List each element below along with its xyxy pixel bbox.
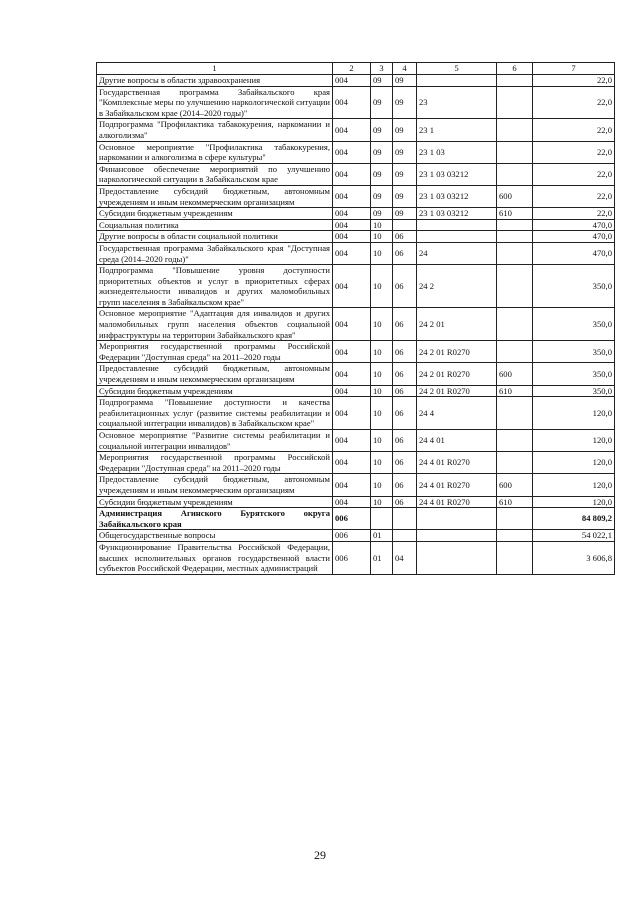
row-subsection-code: 06 (393, 452, 417, 474)
row-amount: 22,0 (533, 75, 615, 87)
row-expense-type (497, 242, 533, 264)
row-expense-type: 610 (497, 385, 533, 397)
table-row (97, 86, 615, 119)
row-expense-type (497, 430, 533, 452)
row-subsection-code (393, 219, 417, 231)
row-admin-code: 004 (333, 208, 371, 220)
table-row (97, 75, 615, 87)
row-expense-type (497, 530, 533, 542)
row-section-code: 10 (371, 430, 393, 452)
row-name: Субсидии бюджетным учреждениям (97, 208, 333, 220)
row-name: Другие вопросы в области здравоохранения (97, 75, 333, 87)
table-row (97, 385, 615, 397)
row-section-code: 09 (371, 208, 393, 220)
row-subsection-code (393, 508, 417, 530)
row-section-code: 10 (371, 308, 393, 341)
header-col-7: 7 (533, 63, 615, 75)
row-amount: 22,0 (533, 185, 615, 207)
row-subsection-code: 09 (393, 208, 417, 220)
row-admin-code: 006 (333, 541, 371, 574)
row-admin-code: 004 (333, 363, 371, 385)
row-subsection-code: 06 (393, 430, 417, 452)
row-target-code: 24 (417, 242, 497, 264)
header-row (97, 63, 615, 75)
row-name: Предоставление субсидий бюджетным, автономным учреждениям и иным некоммерческим организациям (97, 363, 333, 385)
row-expense-type (497, 508, 533, 530)
row-name: Социальная политика (97, 219, 333, 231)
row-amount: 350,0 (533, 265, 615, 308)
row-subsection-code: 09 (393, 163, 417, 185)
row-admin-code: 004 (333, 231, 371, 243)
row-section-code: 09 (371, 75, 393, 87)
row-name: Основное мероприятие "Профилактика табакокурения, наркомании и алкоголизма в сфере культуры" (97, 141, 333, 163)
row-target-code: 24 4 01 R0270 (417, 474, 497, 496)
row-amount: 470,0 (533, 231, 615, 243)
row-amount: 120,0 (533, 452, 615, 474)
row-name: Государственная программа Забайкальского края "Комплексные меры по улучшению наркологической ситуации в Забайкальском крае (2014–2020 годы)" (97, 86, 333, 119)
row-amount: 120,0 (533, 397, 615, 430)
table-row (97, 430, 615, 452)
header-col-2: 2 (333, 63, 371, 75)
row-name: Финансовое обеспечение мероприятий по улучшению наркологической ситуации в Забайкальском крае (97, 163, 333, 185)
row-target-code: 24 4 01 R0270 (417, 452, 497, 474)
table-row (97, 530, 615, 542)
row-expense-type (497, 119, 533, 141)
row-name: Мероприятия государственной программы Российской Федерации "Доступная среда" на 2011–2020 годы (97, 341, 333, 363)
row-amount: 84 809,2 (533, 508, 615, 530)
row-amount: 350,0 (533, 363, 615, 385)
row-expense-type (497, 452, 533, 474)
row-amount: 22,0 (533, 141, 615, 163)
row-name: Субсидии бюджетным учреждениям (97, 385, 333, 397)
row-section-code: 10 (371, 341, 393, 363)
row-admin-code: 004 (333, 341, 371, 363)
row-admin-code: 006 (333, 530, 371, 542)
table-row (97, 265, 615, 308)
row-section-code: 10 (371, 265, 393, 308)
row-section-code: 10 (371, 363, 393, 385)
row-section-code: 01 (371, 530, 393, 542)
row-subsection-code: 06 (393, 496, 417, 508)
row-expense-type (497, 86, 533, 119)
row-target-code (417, 530, 497, 542)
row-admin-code: 004 (333, 141, 371, 163)
table-row (97, 141, 615, 163)
row-section-code: 10 (371, 385, 393, 397)
row-name: Субсидии бюджетным учреждениям (97, 496, 333, 508)
row-expense-type (497, 541, 533, 574)
row-name: Другие вопросы в области социальной политики (97, 231, 333, 243)
row-name: Основное мероприятие "Развитие системы реабилитации и социальной интеграции инвалидов" (97, 430, 333, 452)
table-row (97, 541, 615, 574)
row-amount: 120,0 (533, 496, 615, 508)
table-row (97, 341, 615, 363)
row-section-code (371, 508, 393, 530)
row-subsection-code (393, 530, 417, 542)
row-expense-type (497, 397, 533, 430)
row-name: Общегосударственные вопросы (97, 530, 333, 542)
row-target-code (417, 219, 497, 231)
row-admin-code: 004 (333, 86, 371, 119)
row-target-code (417, 75, 497, 87)
row-name: Подпрограмма "Повышение доступности и качества реабилитационных услуг (развитие системы реабилитации и социальной интеграции инвалидов) в Забайкальском крае" (97, 397, 333, 430)
row-subsection-code: 09 (393, 86, 417, 119)
header-col-4: 4 (393, 63, 417, 75)
row-expense-type: 600 (497, 363, 533, 385)
row-amount: 54 022,1 (533, 530, 615, 542)
row-admin-code: 006 (333, 508, 371, 530)
row-amount: 350,0 (533, 341, 615, 363)
row-expense-type (497, 141, 533, 163)
row-amount: 22,0 (533, 119, 615, 141)
row-name: Администрация Агинского Бурятского округа Забайкальского края (97, 508, 333, 530)
row-expense-type (497, 231, 533, 243)
table-row (97, 219, 615, 231)
row-amount: 470,0 (533, 219, 615, 231)
table-row (97, 208, 615, 220)
row-admin-code: 004 (333, 265, 371, 308)
row-expense-type (497, 75, 533, 87)
row-target-code (417, 231, 497, 243)
row-amount: 470,0 (533, 242, 615, 264)
row-admin-code: 004 (333, 308, 371, 341)
row-target-code: 23 1 03 03212 (417, 185, 497, 207)
row-subsection-code: 09 (393, 141, 417, 163)
row-subsection-code: 09 (393, 185, 417, 207)
row-section-code: 09 (371, 163, 393, 185)
header-col-1: 1 (97, 63, 333, 75)
row-section-code: 10 (371, 219, 393, 231)
row-target-code: 24 2 01 (417, 308, 497, 341)
row-name: Предоставление субсидий бюджетным, автономным учреждениям и иным некоммерческим организациям (97, 474, 333, 496)
row-expense-type (497, 308, 533, 341)
row-subsection-code: 06 (393, 397, 417, 430)
row-expense-type (497, 265, 533, 308)
row-amount: 22,0 (533, 163, 615, 185)
row-subsection-code: 06 (393, 265, 417, 308)
row-name: Функционирование Правительства Российской Федерации, высших исполнительных органов государственной власти субъектов Российской Федерации, местных администраций (97, 541, 333, 574)
row-section-code: 10 (371, 397, 393, 430)
row-subsection-code: 04 (393, 541, 417, 574)
row-expense-type (497, 163, 533, 185)
row-amount: 120,0 (533, 474, 615, 496)
row-amount: 120,0 (533, 430, 615, 452)
table-row (97, 397, 615, 430)
row-target-code: 23 1 03 03212 (417, 208, 497, 220)
table-row (97, 474, 615, 496)
row-expense-type: 600 (497, 185, 533, 207)
row-target-code: 24 4 01 R0270 (417, 496, 497, 508)
row-target-code: 23 1 (417, 119, 497, 141)
table-row (97, 231, 615, 243)
row-target-code: 23 1 03 (417, 141, 497, 163)
row-subsection-code: 06 (393, 474, 417, 496)
table-row (97, 508, 615, 530)
header-col-5: 5 (417, 63, 497, 75)
page-number: 29 (314, 848, 326, 862)
row-target-code: 24 2 01 R0270 (417, 385, 497, 397)
row-name: Подпрограмма "Повышение уровня доступности приоритетных объектов и услуг в приоритетных сферах жизнедеятельности инвалидов и других маломобильных групп населения в Забайкальском крае" (97, 265, 333, 308)
row-amount: 22,0 (533, 208, 615, 220)
table-row (97, 119, 615, 141)
row-admin-code: 004 (333, 385, 371, 397)
row-section-code: 09 (371, 119, 393, 141)
row-admin-code: 004 (333, 219, 371, 231)
row-section-code: 01 (371, 541, 393, 574)
row-admin-code: 004 (333, 119, 371, 141)
header-col-3: 3 (371, 63, 393, 75)
row-target-code (417, 508, 497, 530)
row-target-code: 23 1 03 03212 (417, 163, 497, 185)
row-name: Государственная программа Забайкальского края "Доступная среда (2014–2020 годы)" (97, 242, 333, 264)
table-row (97, 363, 615, 385)
table-row (97, 163, 615, 185)
row-amount: 3 606,8 (533, 541, 615, 574)
row-subsection-code: 06 (393, 242, 417, 264)
row-admin-code: 004 (333, 242, 371, 264)
table-row (97, 452, 615, 474)
row-target-code: 24 4 (417, 397, 497, 430)
row-section-code: 10 (371, 231, 393, 243)
budget-table (96, 62, 615, 575)
row-section-code: 10 (371, 474, 393, 496)
row-amount: 350,0 (533, 308, 615, 341)
table-row (97, 242, 615, 264)
row-section-code: 10 (371, 242, 393, 264)
row-name: Основное мероприятие "Адаптация для инвалидов и других маломобильных групп населения объектов социальной инфраструктуры на территории Забайкальского края" (97, 308, 333, 341)
row-target-code: 24 2 (417, 265, 497, 308)
row-admin-code: 004 (333, 452, 371, 474)
table-row (97, 308, 615, 341)
row-subsection-code: 06 (393, 341, 417, 363)
row-section-code: 09 (371, 141, 393, 163)
row-subsection-code: 06 (393, 231, 417, 243)
table-row (97, 185, 615, 207)
table-row (97, 496, 615, 508)
row-section-code: 10 (371, 452, 393, 474)
row-admin-code: 004 (333, 496, 371, 508)
row-subsection-code: 06 (393, 363, 417, 385)
row-expense-type (497, 219, 533, 231)
row-expense-type: 610 (497, 496, 533, 508)
row-admin-code: 004 (333, 185, 371, 207)
row-target-code: 24 2 01 R0270 (417, 341, 497, 363)
row-admin-code: 004 (333, 75, 371, 87)
row-name: Подпрограмма "Профилактика табакокурения, наркомании и алкоголизма" (97, 119, 333, 141)
header-col-6: 6 (497, 63, 533, 75)
row-admin-code: 004 (333, 474, 371, 496)
row-subsection-code: 06 (393, 308, 417, 341)
row-name: Предоставление субсидий бюджетным, автономным учреждениям и иным некоммерческим организациям (97, 185, 333, 207)
row-admin-code: 004 (333, 430, 371, 452)
row-expense-type: 600 (497, 474, 533, 496)
row-section-code: 09 (371, 86, 393, 119)
row-target-code: 24 2 01 R0270 (417, 363, 497, 385)
row-subsection-code: 09 (393, 75, 417, 87)
row-expense-type (497, 341, 533, 363)
row-amount: 350,0 (533, 385, 615, 397)
row-section-code: 09 (371, 185, 393, 207)
row-admin-code: 004 (333, 397, 371, 430)
row-target-code: 24 4 01 (417, 430, 497, 452)
row-amount: 22,0 (533, 86, 615, 119)
row-expense-type: 610 (497, 208, 533, 220)
row-name: Мероприятия государственной программы Российской Федерации "Доступная среда" на 2011–2020 годы (97, 452, 333, 474)
row-subsection-code: 09 (393, 119, 417, 141)
row-admin-code: 004 (333, 163, 371, 185)
row-section-code: 10 (371, 496, 393, 508)
row-target-code (417, 541, 497, 574)
row-target-code: 23 (417, 86, 497, 119)
row-subsection-code: 06 (393, 385, 417, 397)
